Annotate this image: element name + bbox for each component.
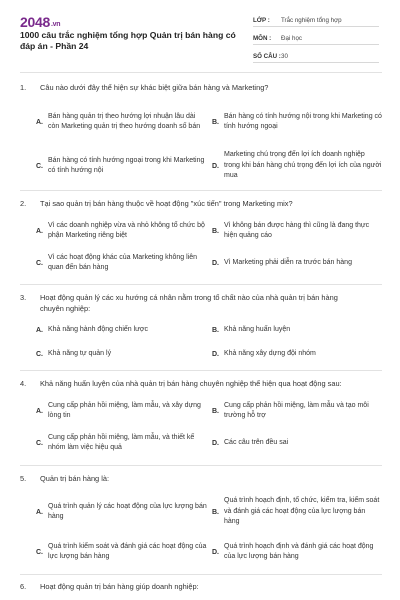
option-text: Khả năng huấn luyện	[224, 325, 291, 333]
option-letter: A.	[36, 326, 43, 334]
question-number: 5.	[20, 474, 27, 483]
option-b[interactable]	[212, 101, 382, 143]
option-c[interactable]	[36, 249, 208, 277]
option-c[interactable]	[36, 145, 208, 187]
info-panel	[253, 12, 379, 66]
option-letter: B.	[212, 508, 219, 516]
question-body: Quản trị bán hàng là:	[40, 474, 110, 483]
options-grid	[20, 217, 382, 279]
option-letter: C.	[36, 259, 43, 267]
option-d[interactable]	[212, 346, 382, 362]
question-number: 3.	[20, 293, 27, 302]
option-text: Bán hàng quản trị theo hướng lợi nhuận lâu dài còn Marketing quản trị theo hướng doanh số bán	[48, 112, 201, 131]
option-text: Quá trình hoạch định và đánh giá các hoạt động của lực lượng bán hàng	[224, 542, 374, 561]
option-text: Marketing chú trọng đến lợi ích doanh nghiệp trong khi bán hàng chú trọng đến lợi ích của người mua	[224, 151, 382, 180]
option-text: Quá trình quản lý các hoạt động của lực lượng bán hàng	[48, 502, 207, 521]
divider	[20, 72, 382, 73]
question-text	[20, 473, 382, 484]
option-text: Vì các doanh nghiệp vừa và nhỏ không tổ chức bộ phận Marketing riêng biệt	[48, 221, 205, 240]
option-letter: D.	[212, 259, 219, 267]
option-text: Cung cấp phản hồi miệng, làm mẫu và tạo môi trường hỗ trợ	[224, 401, 369, 420]
info-value: Đại học	[281, 35, 302, 42]
info-label: SỐ CÂU :	[253, 53, 281, 60]
logo-text: 2048	[20, 14, 50, 30]
question-number: 2.	[20, 199, 27, 208]
options-grid	[20, 322, 382, 364]
question-number: 1.	[20, 83, 27, 92]
option-b[interactable]	[212, 217, 382, 245]
question-text	[20, 198, 382, 209]
option-letter: B.	[212, 407, 219, 415]
option-text: Khả năng xây dựng đội nhóm	[224, 349, 316, 357]
question-text	[20, 292, 382, 314]
option-letter: D.	[212, 548, 219, 556]
divider	[20, 370, 382, 371]
question-1	[20, 82, 382, 189]
divider	[20, 190, 382, 191]
option-b[interactable]	[212, 492, 382, 532]
option-a[interactable]	[36, 322, 208, 338]
option-c[interactable]	[36, 429, 208, 457]
info-row-subject	[253, 30, 379, 45]
option-text: Các câu trên đều sai	[224, 438, 289, 446]
option-text: Cung cấp phản hồi miệng, làm mẫu, và thiết kế nhóm làm việc hiệu quả	[48, 433, 195, 452]
option-letter: B.	[212, 326, 219, 334]
option-text: Quá trình kiểm soát và đánh giá các hoạt động của lực lượng bán hàng	[48, 542, 207, 561]
option-text: Bán hàng có tính hướng ngoại trong khi Marketing có tính hướng nội	[48, 156, 205, 175]
option-c[interactable]	[36, 346, 208, 362]
info-row-class	[253, 12, 379, 27]
option-d[interactable]	[212, 429, 382, 457]
option-letter: A.	[36, 227, 43, 235]
divider	[20, 465, 382, 466]
question-body: Hoạt động quản lý các xu hướng cá nhân nằm trong tổ chất nào của nhà quản trị bán hàng chuyên nghiệp:	[40, 293, 338, 314]
option-letter: B.	[212, 118, 219, 126]
option-b[interactable]	[212, 322, 382, 338]
info-label: LỚP :	[253, 17, 270, 24]
question-text	[20, 82, 382, 93]
options-grid	[20, 397, 382, 459]
option-letter: C.	[36, 350, 43, 358]
option-letter: C.	[36, 548, 43, 556]
option-letter: C.	[36, 439, 43, 447]
question-text	[20, 378, 382, 389]
info-label: MÔN :	[253, 35, 272, 42]
options-grid	[20, 492, 382, 572]
option-text: Khả năng tự quản lý	[48, 349, 112, 357]
option-text: Vì không bán được hàng thì cũng là đang thực hiện quảng cáo	[224, 221, 370, 240]
info-row-count	[253, 48, 379, 63]
site-logo[interactable]	[20, 14, 60, 30]
option-letter: A.	[36, 118, 43, 126]
option-text: Vì Marketing phải diễn ra trước bán hàng	[224, 258, 352, 266]
question-body: Tại sao quản trị bán hàng thuộc về hoạt động "xúc tiến" trong Marketing mix?	[40, 199, 293, 208]
option-d[interactable]	[212, 249, 382, 277]
question-text	[20, 581, 382, 592]
option-letter: D.	[212, 439, 219, 447]
option-text: Vì các hoạt động khác của Marketing không liên quan đến bán hàng	[48, 253, 198, 272]
question-6	[20, 581, 382, 592]
option-letter: A.	[36, 407, 43, 415]
page-header	[0, 0, 400, 58]
option-a[interactable]	[36, 397, 208, 425]
option-letter: B.	[212, 227, 219, 235]
option-b[interactable]	[212, 397, 382, 425]
option-text: Bán hàng có tính hướng nội trong khi Marketing có tính hướng ngoại	[224, 112, 382, 131]
question-number: 6.	[20, 582, 27, 591]
question-body: Hoạt động quản trị bán hàng giúp doanh nghiệp:	[40, 582, 199, 591]
info-value: Trắc nghiệm tổng hợp	[281, 17, 342, 24]
option-c[interactable]	[36, 536, 208, 568]
page-title: 1000 câu trắc nghiệm tổng hợp Quản trị bán hàng có đáp án - Phần 24	[20, 30, 236, 52]
option-text: Cung cấp phản hồi miệng, làm mẫu, và xây dựng lòng tin	[48, 401, 201, 420]
question-5	[20, 473, 382, 572]
divider	[20, 284, 382, 285]
info-value: 30	[281, 53, 288, 60]
question-body: Câu nào dưới đây thể hiện sự khác biệt giữa bán hàng và Marketing?	[40, 83, 269, 92]
option-a[interactable]	[36, 496, 208, 528]
question-4	[20, 378, 382, 459]
question-2	[20, 198, 382, 279]
option-text: Khả năng hành động chiến lược	[48, 325, 148, 333]
question-body: Khả năng huấn luyện của nhà quản trị bán hàng chuyên nghiệp thể hiện qua hoạt động sau:	[40, 379, 342, 388]
question-3	[20, 292, 382, 364]
option-text: Quá trình hoạch định, tổ chức, kiểm tra, kiểm soát và đánh giá các hoạt động của lực lượng bán hàng	[224, 497, 380, 526]
option-letter: C.	[36, 162, 43, 170]
option-d[interactable]	[212, 145, 382, 187]
divider	[20, 574, 382, 575]
logo-suffix: .vn	[50, 21, 61, 28]
question-number: 4.	[20, 379, 27, 388]
options-grid	[20, 101, 382, 189]
option-letter: A.	[36, 508, 43, 516]
option-d[interactable]	[212, 536, 382, 568]
option-a[interactable]	[36, 101, 208, 143]
option-letter: D.	[212, 350, 219, 358]
option-letter: D.	[212, 162, 219, 170]
option-a[interactable]	[36, 217, 208, 245]
